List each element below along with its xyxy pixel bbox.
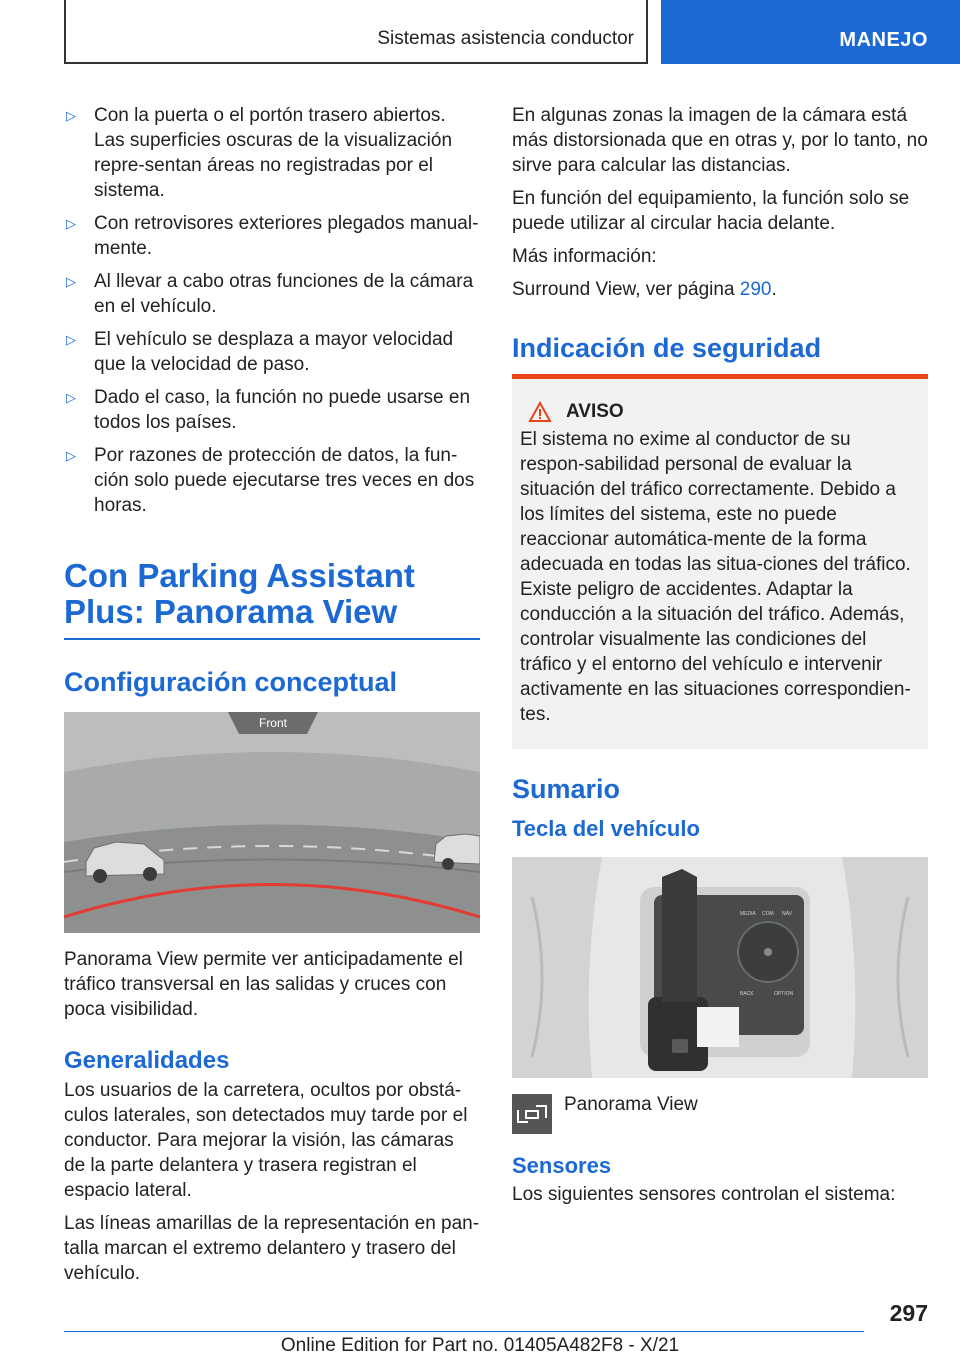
page-link[interactable]: 290: [739, 279, 772, 300]
general-paragraph-1: Los usuarios de la carretera, ocultos por obstá-culos laterales, son detectados muy tarde por el conductor. Para mejorar la visión, las cámaras de la parte delantera y trasera registran el espacio lateral.: [64, 1080, 468, 1201]
general-heading: Generalidades: [64, 1047, 230, 1074]
list-item: ▷ Con retrovisores exteriores plegados manual-mente.: [66, 213, 479, 259]
warning-triangle-icon: [528, 401, 552, 423]
panorama-view-button-icon: [512, 1094, 552, 1134]
general-paragraph-2: Las líneas amarillas de la representación en pan-talla marcan el extremo delantero y trasero del vehículo.: [64, 1213, 480, 1284]
vehicle-key-heading: Tecla del vehículo: [512, 816, 700, 841]
panorama-camera-image: [64, 712, 480, 933]
condition-list: [64, 103, 480, 518]
svg-text:OPTION: OPTION: [774, 991, 794, 997]
footer-edition: Online Edition for Part no. 01405A482F8 - X/21: [280, 1335, 680, 1356]
svg-text:NAV: NAV: [782, 911, 792, 917]
config-heading: Configuración conceptual: [64, 667, 398, 697]
page-number: 297: [889, 1300, 928, 1326]
triangle-bullet-icon: ▷: [66, 448, 76, 463]
sensors-heading: Sensores: [512, 1153, 612, 1178]
chapter-heading: Con Parking Assistant Plus: Panorama View: [64, 558, 480, 640]
list-item: ▷ Dado el caso, la función no puede usarse en todos los países.: [66, 387, 471, 433]
svg-text:MEDIA: MEDIA: [740, 911, 756, 917]
triangle-bullet-icon: ▷: [66, 274, 76, 289]
distortion-text: En algunas zonas la imagen de la cámara está más distorsionada que en otras y, por lo tanto, no sirve para calcular las distancias.: [512, 105, 928, 176]
list-item: ▷ Con la puerta o el portón trasero abiertos. Las superficies oscuras de la visualización repre-sentan áreas no registradas por el sistema.: [66, 105, 453, 201]
front-label: Front: [258, 716, 288, 730]
equipment-text: En función del equipamiento, la función solo se puede utilizar al circular hacia delante.: [512, 188, 910, 234]
list-item: ▷ El vehículo se desplaza a mayor velocidad que la velocidad de paso.: [66, 329, 454, 375]
chapter-label: MANEJO: [839, 29, 928, 51]
summary-heading: Sumario: [512, 774, 621, 804]
list-item: ▷ Al llevar a cabo otras funciones de la cámara en el vehículo.: [66, 271, 474, 317]
warning-text: El sistema no exime al conductor de su respon-sabilidad personal de evaluar la situación del tráfico correctamente. Debido a los límites del sistema, este no puede reaccionar automática-mente de la forma adecuada en todas las situa-ciones del tráfico. Existe peligro de accidentes. Adaptar la conducción a la situación del tráfico. Además, controlar visualmente las condiciones del tráfico y el entorno del vehículo e intervenir activamente en las situaciones correspondien-tes.: [520, 429, 911, 725]
left-column: [64, 103, 480, 1294]
triangle-bullet-icon: ▷: [66, 108, 76, 123]
panorama-view-key: [512, 1094, 928, 1134]
section-title: Sistemas asistencia conductor: [377, 28, 634, 49]
chapter-tab: [661, 0, 960, 64]
triangle-bullet-icon: ▷: [66, 390, 76, 405]
svg-text:COM: COM: [762, 911, 774, 917]
panorama-view-label: Panorama View: [564, 1094, 698, 1115]
header-title-box: [64, 0, 648, 64]
warning-title: AVISO: [566, 401, 624, 422]
warning-header: [528, 401, 920, 423]
safety-heading: Indicación de seguridad: [512, 333, 822, 363]
more-info-text: Más información:: [512, 246, 657, 267]
config-text: Panorama View permite ver anticipadamente el tráfico transversal en las salidas y cruces con poca visibilidad.: [64, 949, 463, 1020]
surround-view-ref: Surround View, ver página 290.: [512, 279, 777, 300]
center-console-image: [512, 857, 928, 1078]
triangle-bullet-icon: ▷: [66, 216, 76, 231]
svg-text:BACK: BACK: [740, 991, 754, 997]
warning-box: [512, 374, 928, 749]
list-item: ▷ Por razones de protección de datos, la fun-ción solo puede ejecutarse tres veces en dos horas.: [66, 445, 475, 516]
right-column: [512, 103, 928, 1215]
sensors-text: Los siguientes sensores controlan el sistema:: [512, 1184, 896, 1205]
triangle-bullet-icon: ▷: [66, 332, 76, 347]
